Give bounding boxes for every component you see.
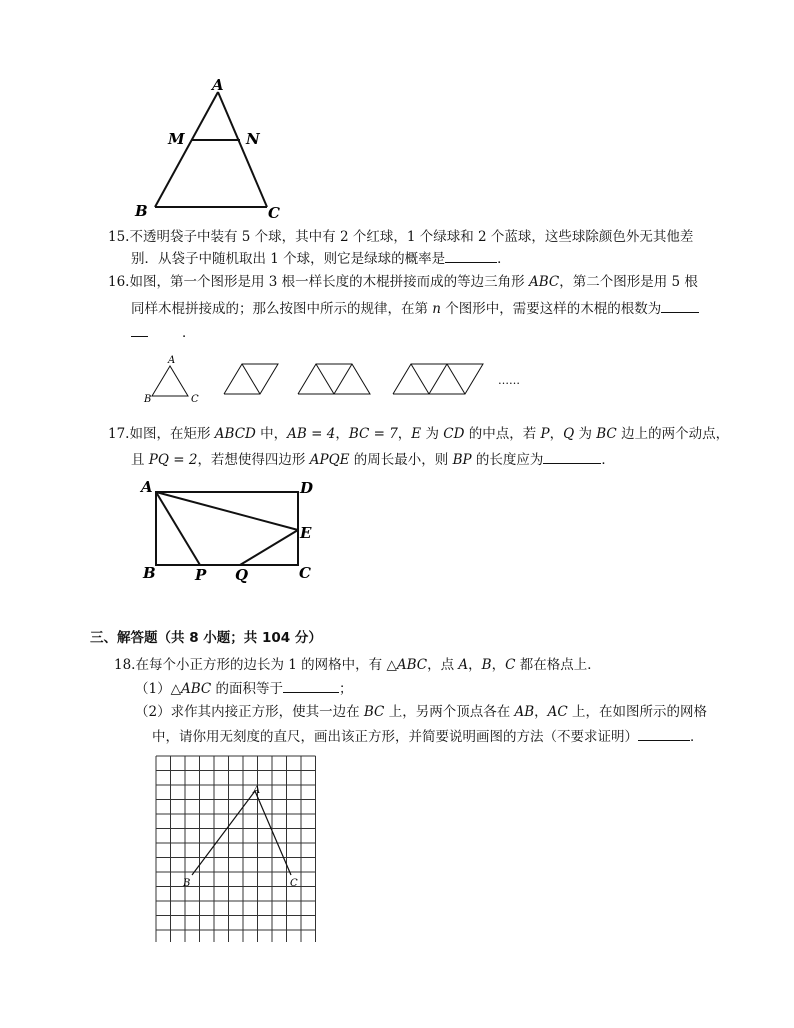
q16-abc: ABC <box>528 274 560 290</box>
q17-t4: 的中点，若 <box>464 426 541 442</box>
q17-t3: 为 <box>421 426 444 442</box>
q17-ab: AB = 4 <box>287 426 336 442</box>
q18-p2d: 中，请你用无刻度的直尺，画出该正方形，并简要说明画图的方法（不要求证明） <box>152 729 638 745</box>
q18-part2-line1 <box>135 702 707 722</box>
label-B: B <box>135 202 148 220</box>
q17-label-C: C <box>299 564 311 582</box>
q15-text-2: 别．从袋子中随机取出 1 个球，则它是绿球的概率是 <box>131 251 446 267</box>
q17-label-A: A <box>141 478 153 496</box>
q16-line1 <box>108 272 698 292</box>
q17-t9: 的周长最小，则 <box>349 452 453 468</box>
q18-number: 18. <box>114 657 136 673</box>
q17-t1: 如图，在矩形 <box>129 426 215 442</box>
q17-apqe: APQE <box>309 452 350 468</box>
segment-ab <box>192 791 255 875</box>
q18-p2-ac: AC <box>547 704 568 720</box>
q17-e: E <box>411 426 422 442</box>
q17-t5: 为 <box>574 426 597 442</box>
q16-stick-figures <box>140 352 540 410</box>
q16-text-2c: 个图形中，需要这样的木棍的根数为 <box>441 301 662 317</box>
q18-part1 <box>135 678 353 699</box>
label-N: N <box>246 130 260 148</box>
q17-t2: 中， <box>255 426 288 442</box>
segment-ac <box>255 791 291 875</box>
q18-t2: ，点 <box>427 657 459 673</box>
q16-text-2a: 同样木棍拼接成的；那么按图中所示的规律，在第 <box>131 301 433 317</box>
q17-number: 17. <box>108 426 130 442</box>
q18-p1c: 的面积等于 <box>211 681 284 697</box>
q17-bc2: BC <box>596 426 617 442</box>
q18-p2s: ， <box>534 704 548 720</box>
q18-grid-figure <box>150 752 320 942</box>
q16-period: ． <box>182 325 196 341</box>
q18-b: B <box>481 657 492 673</box>
q18-p2e: ． <box>690 729 704 745</box>
q17-t7: 且 <box>131 452 149 468</box>
q17-s1: ， <box>335 426 349 442</box>
q18-p2c: 上，在如图所示的网格 <box>567 704 708 720</box>
q18-p2-answer-blank[interactable] <box>638 726 690 741</box>
q18-p1-abc: ABC <box>180 681 212 697</box>
q17-bp: BP <box>452 452 472 468</box>
q18-p1a: （1）△ <box>135 681 181 697</box>
q18-abc: ABC <box>396 657 428 673</box>
q16-answer-blank[interactable] <box>661 298 699 313</box>
q17-line1 <box>108 424 729 444</box>
grid-label-B: B <box>183 878 191 889</box>
q17-t6: 边上的两个动点， <box>616 426 730 442</box>
q15-period: ． <box>497 251 511 267</box>
q15-answer-blank[interactable] <box>445 248 497 263</box>
q18-s1: ， <box>468 657 482 673</box>
q17-pq: PQ = 2 <box>148 452 198 468</box>
q15-line2 <box>131 248 511 269</box>
q18-p1d: ； <box>339 681 353 697</box>
q17-label-Q: Q <box>235 566 249 584</box>
label-A: A <box>212 76 224 94</box>
q16-line3 <box>131 322 196 343</box>
q18-p1-answer-blank[interactable] <box>283 678 339 693</box>
triangle-mn-figure <box>130 74 290 224</box>
q17-bc: BC = 7 <box>348 426 398 442</box>
q17-answer-blank[interactable] <box>543 449 601 464</box>
label-M: M <box>168 130 185 148</box>
q17-abcd: ABCD <box>214 426 256 442</box>
label-C: C <box>268 204 280 222</box>
q17-p: P <box>540 426 550 442</box>
q17-label-P: P <box>195 566 207 584</box>
q17-t10: 的长度应为 <box>471 452 544 468</box>
q16-line2 <box>131 298 699 319</box>
q17-label-B: B <box>143 564 156 582</box>
q15-line1 <box>108 227 693 247</box>
grid-label-C: C <box>290 878 298 889</box>
q18-p2a: （2）求作其内接正方形，使其一边在 <box>135 704 364 720</box>
section-heading: 三、解答题（共 8 小题；共 104 分） <box>90 630 322 646</box>
q18-a: A <box>458 657 469 673</box>
q18-c: C <box>505 657 516 673</box>
q17-s2: ， <box>397 426 412 442</box>
q18-t1: 在每个小正方形的边长为 1 的网格中，有 △ <box>135 657 397 673</box>
q16-label-B: B <box>144 394 152 405</box>
q17-label-E: E <box>300 524 312 542</box>
q16-number: 16. <box>108 274 130 290</box>
grid-label-A: A <box>253 785 261 796</box>
q17-label-D: D <box>300 479 314 497</box>
q17-t8: ，若想使得四边形 <box>197 452 310 468</box>
q16-label-A: A <box>168 355 176 366</box>
rectangle-figure <box>136 476 326 588</box>
q17-period: ． <box>601 452 615 468</box>
q18-p2-ab: AB <box>514 704 535 720</box>
q18-line1 <box>114 655 601 675</box>
q17-q: Q <box>563 426 575 442</box>
q16-text-1a: 如图，第一个图形是用 3 根一样长度的木棍拼接而成的等边三角形 <box>129 274 529 290</box>
q16-answer-blank-cont[interactable] <box>131 322 148 337</box>
q16-n: n <box>432 301 441 317</box>
q18-p2b: 上，另两个顶点各在 <box>384 704 515 720</box>
q16-ellipsis: …… <box>498 374 520 387</box>
q17-cd: CD <box>443 426 465 442</box>
q17-line2 <box>131 449 615 470</box>
q17-s3: ， <box>549 426 564 442</box>
q15-number: 15. <box>108 229 130 245</box>
q15-text-1: 不透明袋子中装有 5 个球，其中有 2 个红球，1 个绿球和 2 个蓝球，这些球除颜色外无其他差 <box>129 229 694 245</box>
q18-t3: 都在格点上． <box>515 657 601 673</box>
q18-s2: ， <box>491 657 506 673</box>
q16-text-1c: ，第二个图形是用 5 根 <box>559 274 698 290</box>
q16-label-C: C <box>191 394 199 405</box>
q18-p2-bc: BC <box>363 704 385 720</box>
q18-part2-line2 <box>152 726 704 747</box>
